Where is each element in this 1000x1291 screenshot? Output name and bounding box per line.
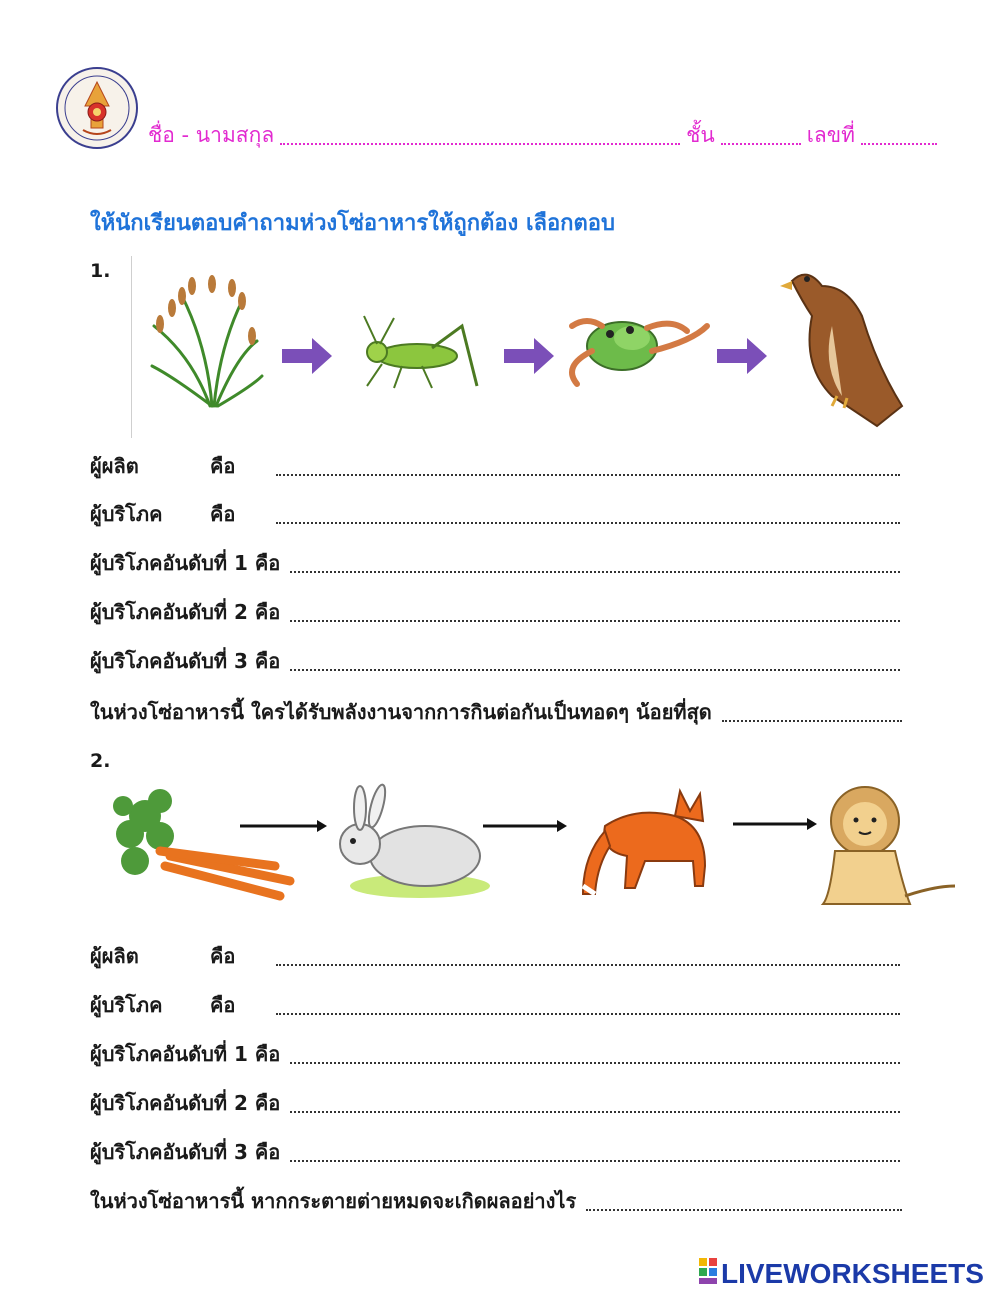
q2-consumer-2-label: ผู้บริโภคอันดับที่ 2 คือ xyxy=(90,1091,281,1115)
food-chain-2-image xyxy=(105,776,965,924)
q1-producer-answer-blank[interactable] xyxy=(276,474,900,476)
carrot-icon xyxy=(113,789,290,896)
q1-consumer-answer-blank[interactable] xyxy=(276,522,900,524)
q2-consumer-3-answer-blank[interactable] xyxy=(290,1160,900,1162)
rabbit-icon xyxy=(340,783,490,898)
class-answer-blank[interactable] xyxy=(721,143,801,145)
q1-row-producer xyxy=(90,452,900,482)
q2-effect-question: ในห่วงโซ่อาหารนี้ หากกระตายต่ายหมดจะเกิดผลอย่างไร xyxy=(90,1189,577,1213)
q1-row-consumer-3 xyxy=(90,647,900,677)
arrow-5-icon xyxy=(483,820,567,832)
q1-consumer-3-answer-blank[interactable] xyxy=(290,669,900,671)
q2-row-consumer-3 xyxy=(90,1138,900,1168)
q2-row-producer xyxy=(90,942,900,972)
number-label: เลขที่ xyxy=(806,123,855,147)
q1-producer-label: ผู้ผลิต xyxy=(90,454,139,478)
q2-effect-answer-blank[interactable] xyxy=(586,1209,902,1211)
school-seal-logo xyxy=(55,66,139,150)
instruction-text: ให้นักเรียนตอบคำถามห่วงโซ่อาหารให้ถูกต้อง เลือกตอบ xyxy=(90,211,615,236)
q1-consumer-1-answer-blank[interactable] xyxy=(290,571,900,573)
name-answer-blank[interactable] xyxy=(280,143,680,145)
liveworksheets-logo xyxy=(697,1254,997,1288)
q2-consumer-kue: คือ xyxy=(210,993,236,1017)
arrow-6-icon xyxy=(733,818,817,830)
food-chain-1-image xyxy=(131,256,944,438)
rice-plant-icon xyxy=(152,275,262,406)
q2-row-effect xyxy=(90,1187,902,1217)
q1-consumer-1-label: ผู้บริโภคอันดับที่ 1 คือ xyxy=(90,551,281,575)
q1-consumer-label: ผู้บริโภค xyxy=(90,502,163,526)
arrow-2-icon xyxy=(504,338,554,374)
q1-consumer-3-label: ผู้บริโภคอันดับที่ 3 คือ xyxy=(90,649,281,673)
q2-consumer-3-label: ผู้บริโภคอันดับที่ 3 คือ xyxy=(90,1140,281,1164)
arrow-3-icon xyxy=(717,338,767,374)
q2-consumer-answer-blank[interactable] xyxy=(276,1013,900,1015)
q1-consumer-2-answer-blank[interactable] xyxy=(290,620,900,622)
q2-producer-kue: คือ xyxy=(210,944,236,968)
liveworksheets-logo-icon xyxy=(699,1258,717,1284)
frog-icon xyxy=(572,321,707,384)
hawk-icon xyxy=(780,275,902,426)
number-answer-blank[interactable] xyxy=(861,143,937,145)
q2-consumer-label: ผู้บริโภค xyxy=(90,993,163,1017)
q2-consumer-1-answer-blank[interactable] xyxy=(290,1062,900,1064)
fox-icon xyxy=(583,791,705,894)
q1-least-energy-answer-blank[interactable] xyxy=(722,720,902,722)
q1-row-least-energy xyxy=(90,698,902,728)
q2-row-consumer xyxy=(90,991,900,1021)
q1-row-consumer xyxy=(90,500,900,530)
lion-icon xyxy=(823,787,955,904)
q2-consumer-1-label: ผู้บริโภคอันดับที่ 1 คือ xyxy=(90,1042,281,1066)
q2-producer-label: ผู้ผลิต xyxy=(90,944,139,968)
grasshopper-icon xyxy=(364,316,477,388)
q1-row-consumer-2 xyxy=(90,598,900,628)
q2-consumer-2-answer-blank[interactable] xyxy=(290,1111,900,1113)
brand-text: LIVEWORKSHEETS xyxy=(721,1258,984,1288)
arrow-4-icon xyxy=(240,820,327,832)
q1-producer-kue: คือ xyxy=(210,454,236,478)
q1-consumer-kue: คือ xyxy=(210,502,236,526)
class-label: ชั้น xyxy=(686,123,715,147)
question-2-number: 2. xyxy=(90,750,111,772)
question-1-number: 1. xyxy=(90,260,111,282)
q1-row-consumer-1 xyxy=(90,549,900,579)
q1-consumer-2-label: ผู้บริโภคอันดับที่ 2 คือ xyxy=(90,600,281,624)
name-label: ชื่อ - นามสกุล xyxy=(148,123,275,147)
q2-producer-answer-blank[interactable] xyxy=(276,964,900,966)
q1-least-energy-question: ในห่วงโซ่อาหารนี้ ใครได้รับพลังงานจากการกินต่อกันเป็นทอดๆ น้อยที่สุด xyxy=(90,700,712,724)
student-info-line xyxy=(148,118,943,152)
arrow-1-icon xyxy=(282,338,332,374)
q2-row-consumer-2 xyxy=(90,1089,900,1119)
q2-row-consumer-1 xyxy=(90,1040,900,1070)
